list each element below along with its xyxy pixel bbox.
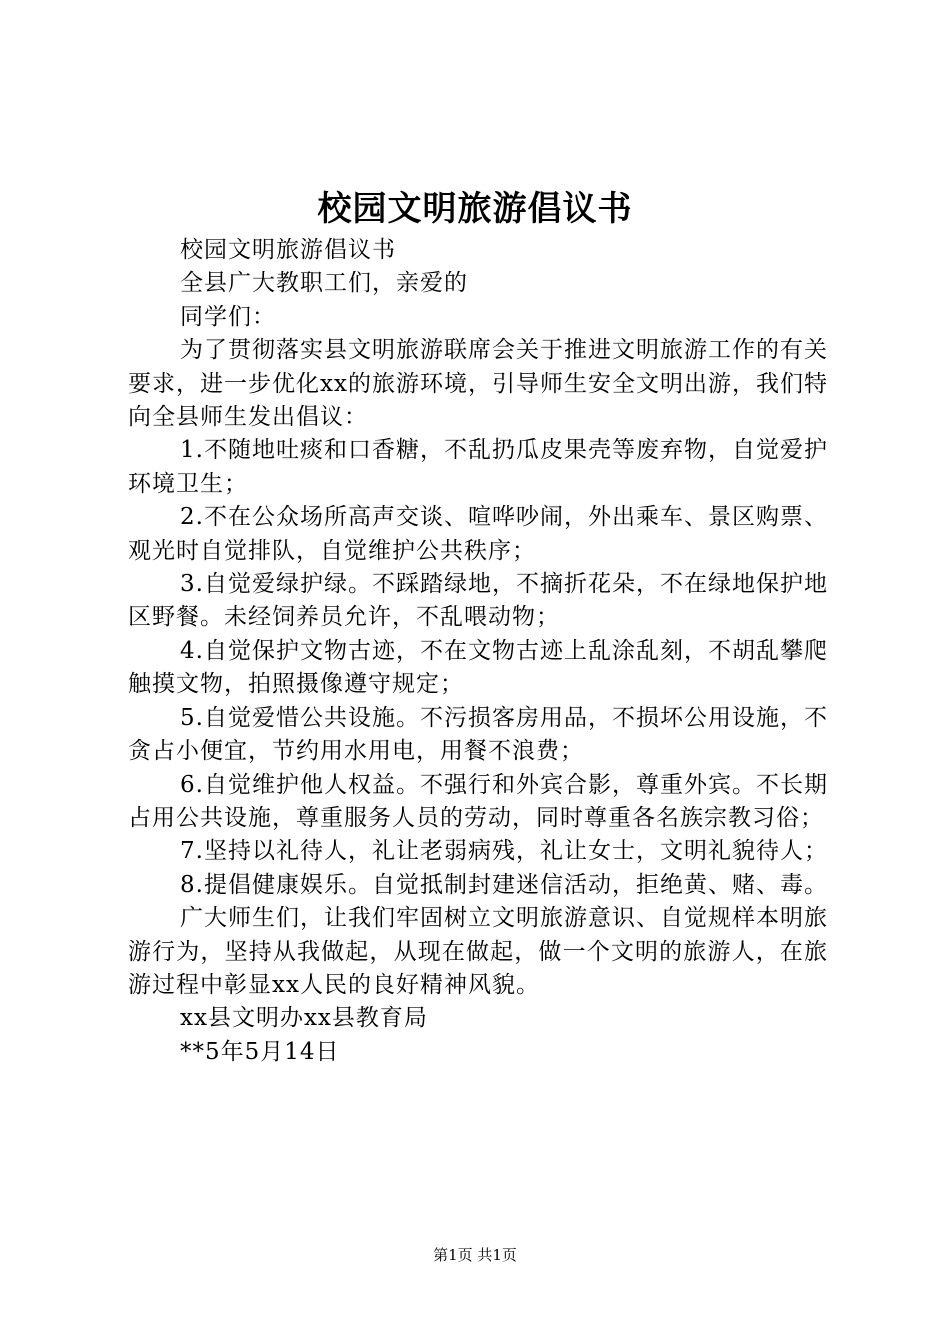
paragraph-item-2: 2.不在公众场所高声交谈、喧哗吵闹，外出乘车、景区购票、观光时自觉排队，自觉维护公共秩序；: [128, 504, 828, 564]
paragraph-item-5: 5.自觉爱惜公共设施。不污损客房用品，不损坏公用设施，不贪占小便宜，节约用水用电，用餐不浪费；: [128, 704, 828, 765]
document-title: 校园文明旅游倡议书: [317, 189, 633, 229]
document-body: [128, 234, 828, 1069]
paragraph-item-8: 8.提倡健康娱乐。自觉抵制封建迷信活动，拒绝黄、赌、毒。: [180, 871, 828, 898]
paragraph-item-4: 4.自觉保护文物古迹，不在文物古迹上乱涂乱刻，不胡乱攀爬触摸文物，拍照摄像遵守规定；: [128, 637, 828, 698]
paragraph-item-1: 1.不随地吐痰和口香糖，不乱扔瓜皮果壳等废弃物，自觉爱护环境卫生；: [128, 437, 828, 497]
paragraph-date: **5年5月14日: [180, 1038, 340, 1065]
paragraph-signature: xx县文明办xx县教育局: [180, 1005, 428, 1032]
page-number-footer: 第1页 共1页: [433, 1246, 517, 1264]
paragraph-salutation-cont: 同学们：: [180, 303, 276, 330]
paragraph-item-6: 6.自觉维护他人权益。不强行和外宾合影，尊重外宾。不长期占用公共设施，尊重服务人员的劳动，同时尊重各名族宗教习俗；: [128, 771, 828, 831]
paragraph-item-3: 3.自觉爱绿护绿。不踩踏绿地，不摘折花朵，不在绿地保护地区野餐。未经饲养员允许，不乱喂动物；: [128, 571, 828, 631]
paragraph-salutation: 全县广大教职工们，亲爱的: [180, 270, 468, 297]
paragraph-closing: 广大师生们，让我们牢固树立文明旅游意识、自觉规样本明旅游行为，坚持从我做起，从现在做起，做一个文明的旅游人，在旅游过程中彰显xx人民的良好精神风貌。: [128, 905, 828, 998]
paragraph-heading: 校园文明旅游倡议书: [180, 237, 396, 263]
paragraph-item-7: 7.坚持以礼待人，礼让老弱病残，礼让女士，文明礼貌待人；: [180, 838, 828, 865]
paragraph-intro: 为了贯彻落实县文明旅游联席会关于推进文明旅游工作的有关要求，进一步优化xx的旅游环境，引导师生安全文明出游，我们特向全县师生发出倡议：: [128, 337, 828, 431]
